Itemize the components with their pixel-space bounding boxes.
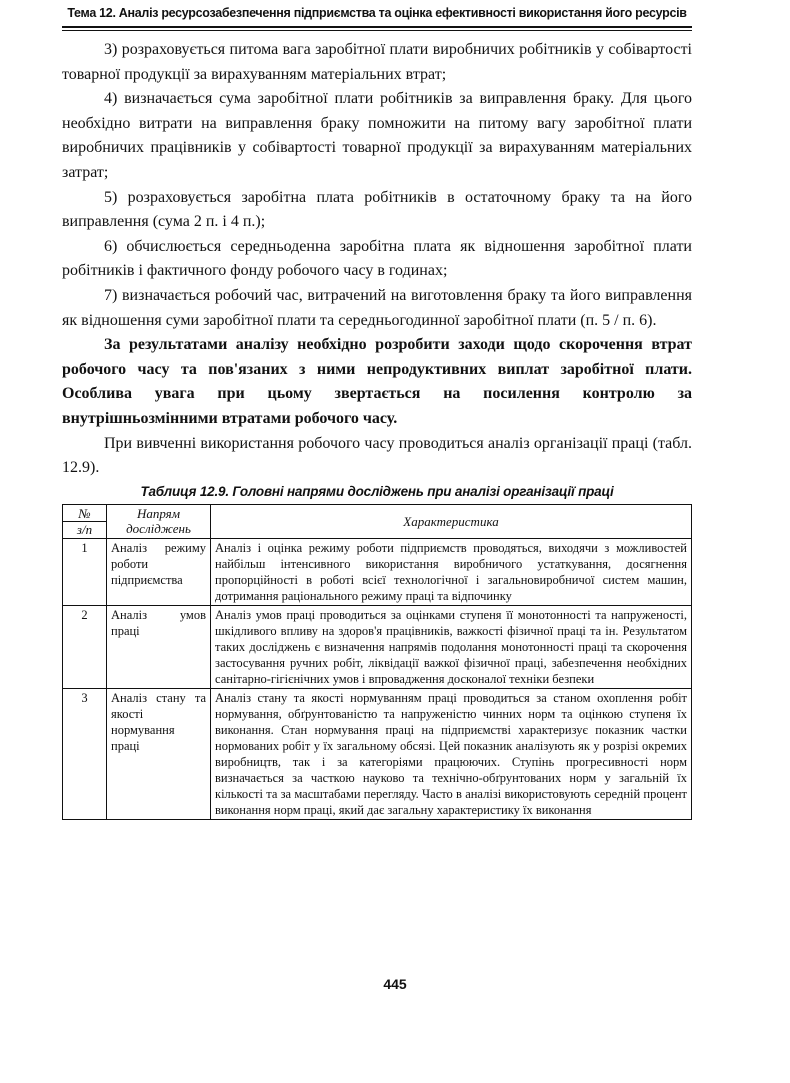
header-rule-thin — [62, 30, 692, 31]
table-row — [63, 688, 692, 819]
header-rule-thick — [62, 26, 692, 28]
header-num-top: № — [78, 505, 91, 521]
header-num-bottom: з/п — [63, 521, 106, 537]
row-characteristic: Аналіз стану та якості нормуванням праці проводиться за станом охоплення робіт нормування, обґрунтованістю та напруженістю чинних норм та оцінкою ступеня їх виконання. Стан нормування праці на підприємстві характеризує показник частки нормованих робіт у їх загальному обсязі. Цей показник аналізують як у розрізі окремих виробництв, так і за категоріями працюючих. Ступінь прогресивності норм визначається за часткою науково та технічно-обґрунтованих норм у загальній їх кількості та за масштабами перегляду. Часто в аналізі використовують середній процент виконання норм праці, який дає загальну характеристику їх виконання — [211, 688, 692, 819]
organization-analysis-table — [62, 504, 692, 820]
paragraph-item-7: 7) визначається робочий час, витрачений на виготовлення браку та його виправлення як відношення суми заробітної плати та середньогодинної заробітної плати (п. 5 / п. 6). — [62, 286, 692, 329]
header-direction: Напрям досліджень — [107, 504, 211, 538]
paragraph-conclusion: За результатами аналізу необхідно розробити заходи щодо скорочення втрат робочого часу та пов'язаних з ними непродуктивних виплат заробітної плати. Особлива увага при цьому звертається на посилення контролю за внутрішньозмінними втратами робочого часу. — [62, 336, 692, 427]
header-num — [63, 504, 107, 538]
row-number: 2 — [63, 605, 107, 688]
row-number: 3 — [63, 688, 107, 819]
paragraph-organization: При вивченні використання робочого часу проводиться аналіз організації праці (табл. 12.9). — [62, 434, 692, 477]
paragraph-item-3: 3) розраховується питома вага заробітної плати виробничих робітників у собівартості товарної продукції за вирахуванням матеріальних втрат; — [62, 41, 692, 83]
paragraph-item-6: 6) обчислюється середньоденна заробітна плата як відношення заробітної плати робітників і фактичного фонду робочого часу в годинах; — [62, 237, 692, 280]
table-row — [63, 538, 692, 605]
table-row — [63, 605, 692, 688]
paragraph-item-5: 5) розраховується заробітна плата робітників в остаточному браку та на його виправлення (сума 2 п. і 4 п.); — [62, 188, 692, 231]
running-header: Тема 12. Аналіз ресурсозабезпечення підприємства та оцінка ефективності використання його ресурсів — [67, 6, 687, 20]
table-header-row — [63, 504, 692, 538]
row-direction: Аналіз умов праці — [107, 605, 211, 688]
row-number: 1 — [63, 538, 107, 605]
row-direction: Аналіз стану та якості нормування праці — [107, 688, 211, 819]
page-number: 445 — [383, 976, 407, 992]
row-direction: Аналіз режиму роботи підприємства — [107, 538, 211, 605]
page-content — [62, 38, 692, 820]
row-characteristic: Аналіз умов праці проводиться за оцінками ступеня її монотонності та напруженості, шкідливого впливу на здоров'я працівників, важкості фізичної праці та ін. Результатом таких досліджень є визначення напрямів подолання монотонності праці та скорочення застосування ручних робіт, ліквідації важкої фізичної праці, забезпечення необхідних санітарно-гігієнічних умов і впровадження досконалої техніки безпеки — [211, 605, 692, 688]
header-characteristic: Характеристика — [211, 504, 692, 538]
table-caption: Таблиця 12.9. Головні напрями досліджень при аналізі організації праці — [140, 483, 614, 499]
row-characteristic: Аналіз і оцінка режиму роботи підприємств проводяться, виходячи з можливостей найбільш інтенсивного використання виробничого устаткування, досягнення пропорційності в роботі всієї технологічної і загальновиробничої систем машин, дотримання раціонального режиму праці та відпочинку — [211, 538, 692, 605]
paragraph-item-4: 4) визначається сума заробітної плати робітників за виправлення браку. Для цього необхідно витрати на виправлення браку помножити на питому вагу заробітної плати виробничих працівників у собівартості товарної продукції за вирахуванням матеріальних затрат; — [62, 90, 692, 181]
